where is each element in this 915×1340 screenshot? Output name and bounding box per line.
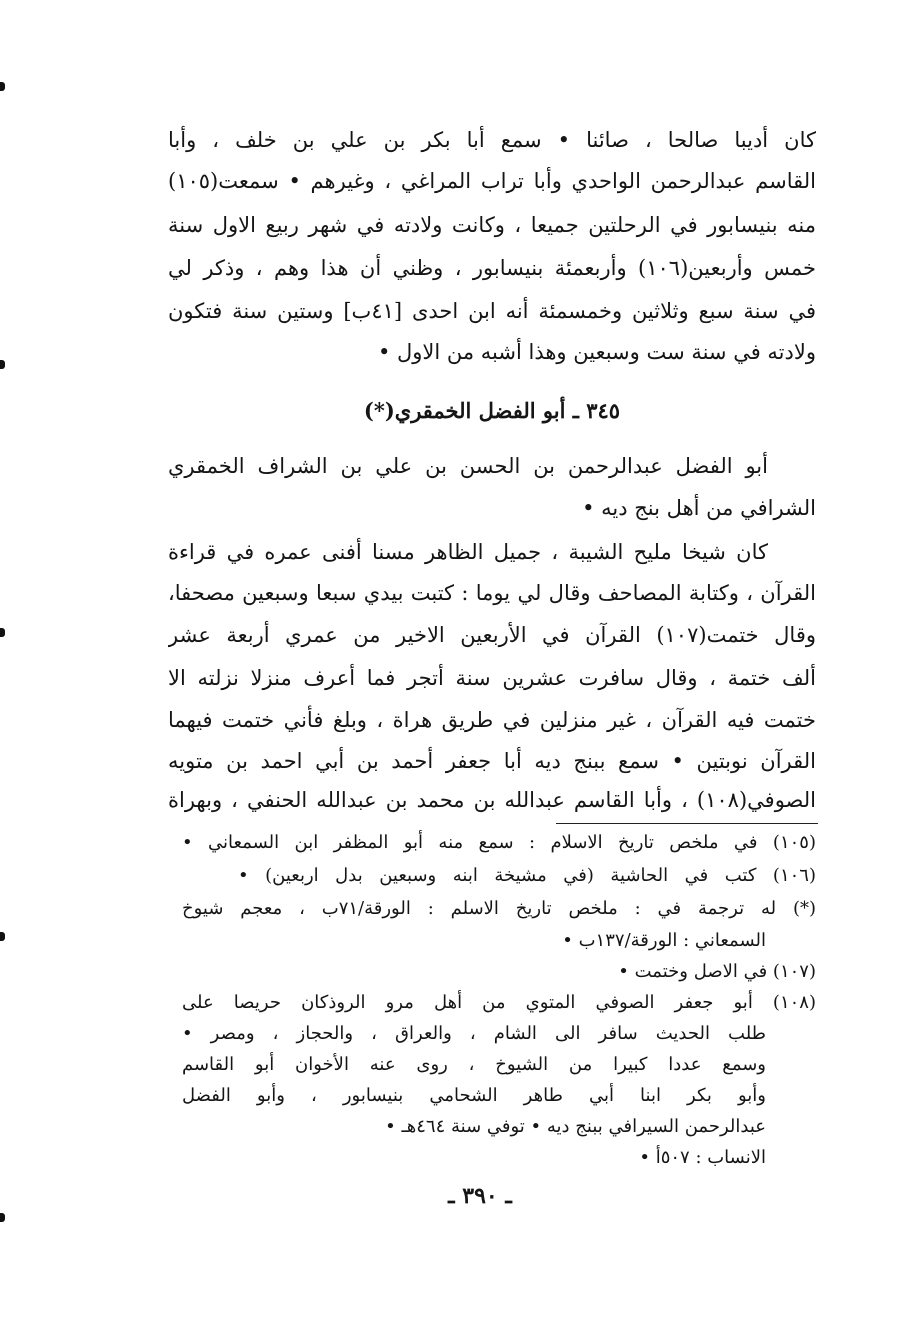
footnote-line: (*) له ترجمة في : ملخص تاريخ الاسلم : الورقة/٧١ب ، معجم شيوخ xyxy=(182,898,816,919)
footnote-line: الانساب : ٥٠٧أ • xyxy=(639,1147,766,1168)
footnote-line: عبدالرحمن السيرافي ببنج ديه • توفي سنة ٤٦٤هـ • xyxy=(385,1116,766,1137)
text-line: كان شيخا مليح الشيبة ، جميل الظاهر مسنا أفنى عمره في قراءة xyxy=(168,540,768,564)
binding-hole-mark xyxy=(0,1213,5,1222)
text-line: كان أديبا صالحا ، صائنا • سمع أبا بكر بن علي بن خلف ، وأبا xyxy=(168,128,816,152)
footnote-line: وأبو بكر ابنا أبي طاهر الشحامي بنيسابور ، وأبو الفضل xyxy=(182,1085,766,1106)
binding-hole-mark xyxy=(0,360,5,369)
footnote-line: (١٠٧) في الاصل وختمت • xyxy=(618,961,816,982)
footnote-line: طلب الحديث سافر الى الشام ، والعراق ، والحجاز ، ومصر • xyxy=(182,1023,766,1044)
footnote-separator xyxy=(556,823,818,824)
binding-hole-mark xyxy=(0,628,5,637)
text-line: الصوفي(١٠٨) ، وأبا القاسم عبدالله بن محمد بن عبدالله الحنفي ، وبهراة xyxy=(168,788,816,812)
footnote-line: (١٠٦) كتب في الحاشية (في مشيخة ابنه وسبعين بدل اربعين) • xyxy=(238,865,816,886)
text-line: القرآن ، وكتابة المصاحف وقال لي يوما : كتبت بيدي سبعا وسبعين مصحفا، xyxy=(168,581,816,605)
binding-hole-mark xyxy=(0,932,5,941)
binding-hole-mark xyxy=(0,82,5,91)
text-line: خمس وأربعين(١٠٦) وأربعمئة بنيسابور ، وظني أن هذا وهم ، وذكر لي xyxy=(168,256,816,280)
text-line: القرآن نوبتين • سمع ببنج ديه أبا جعفر أحمد بن أبي احمد بن متويه xyxy=(168,749,816,773)
text-line: الشرافي من أهل بنج ديه • xyxy=(582,496,816,520)
footnote-line: وسمع عددا كبيرا من الشيوخ ، روى عنه الأخوان أبو القاسم xyxy=(182,1054,766,1075)
text-line: منه بنيسابور في الرحلتين جميعا ، وكانت ولادته في شهر ربيع الاول سنة xyxy=(168,213,816,237)
text-line: أبو الفضل عبدالرحمن بن الحسن بن علي بن الشراف الخمقري xyxy=(168,454,768,478)
page-number: ـ ٣٩٠ ـ xyxy=(448,1183,512,1209)
text-line: ختمت فيه القرآن ، غير منزلين في طريق هراة ، وبلغ فأني ختمت فيهما xyxy=(168,708,816,732)
footnote-line: (١٠٨) أبو جعفر الصوفي المتوي من أهل مرو الروذكان حريصا على xyxy=(182,992,816,1013)
text-line: ولادته في سنة ست وسبعين وهذا أشبه من الاول • xyxy=(377,340,816,364)
text-line: في سنة سبع وثلاثين وخمسمئة أنه ابن احدى [٤١ب] وستين سنة فتكون xyxy=(168,299,816,323)
footnote-line: السمعاني : الورقة/١٣٧ب • xyxy=(562,930,766,951)
text-line: وقال ختمت(١٠٧) القرآن في الأربعين الاخير من عمري أربعة عشر xyxy=(168,623,816,647)
entry-heading: ٣٤٥ ـ أبو الفضل الخمقري(*) xyxy=(363,398,621,423)
footnote-line: (١٠٥) في ملخص تاريخ الاسلام : سمع منه أبو المظفر ابن السمعاني • xyxy=(182,832,816,853)
text-line: القاسم عبدالرحمن الواحدي وأبا تراب المراغي ، وغيرهم • سمعت(١٠٥) xyxy=(168,169,816,193)
text-line: ألف ختمة ، وقال سافرت عشرين سنة أتجر فما أعرف منزلا نزلته الا xyxy=(168,666,816,690)
